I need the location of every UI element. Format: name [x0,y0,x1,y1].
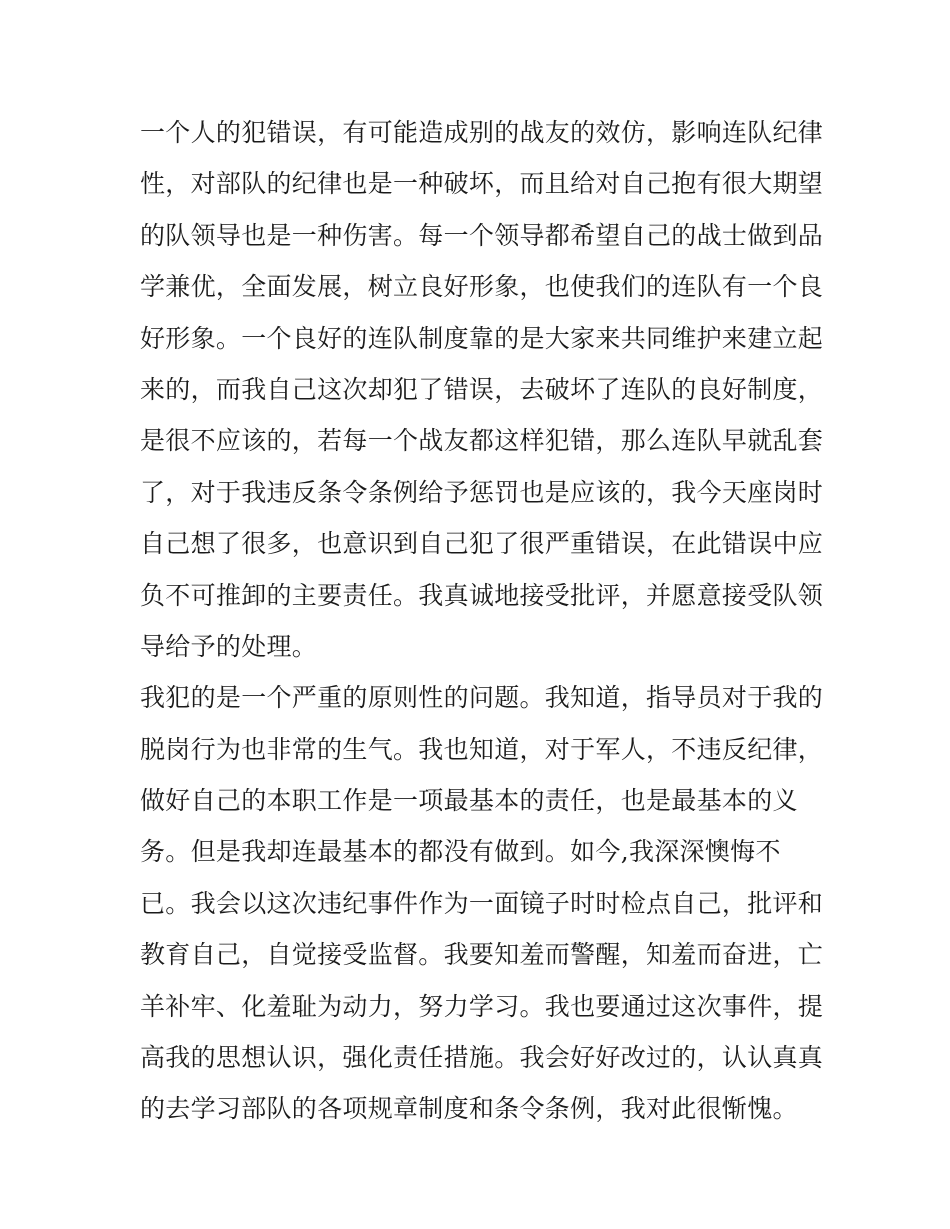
text-line: 高我的思想认识，强化责任措施。我会好好改过的，认认真真 [140,1043,824,1073]
text-line: 好形象。一个良好的连队制度靠的是大家来共同维护来建立起 [140,323,824,353]
text-line: 一个人的犯错误，有可能造成别的战友的效仿，影响连队纪律 [140,118,824,147]
text-line: 我犯的是一个严重的原则性的问题。我知道，指导员对于我的 [140,683,824,713]
text-line: 来的，而我自己这次却犯了错误，去破坏了连队的良好制度， [140,374,824,404]
text-line: 的去学习部队的各项规章制度和条令条例，我对此很惭愧。 [140,1094,798,1124]
text-line: 教育自己，自觉接受监督。我要知羞而警醒，知羞而奋进，亡 [140,940,824,970]
text-line: 已。我会以这次违纪事件作为一面镜子时时检点自己，批评和 [140,888,824,918]
text-line: 自己想了很多，也意识到自己犯了很严重错误，在此错误中应 [140,529,824,559]
text-line: 导给予的处理。 [140,631,318,661]
text-line: 羊补牢、化羞耻为动力，努力学习。我也要通过这次事件，提 [140,991,824,1021]
text-line: 学兼优，全面发展，树立良好形象，也使我们的连队有一个良 [140,272,824,302]
text-line: 了，对于我违反条令条例给予惩罚也是应该的，我今天座岗时 [140,477,824,507]
text-line: 性，对部队的纪律也是一种破坏，而且给对自己抱有很大期望 [140,169,824,199]
text-line: 做好自己的本职工作是一项最基本的责任，也是最基本的义 [140,786,798,816]
document-body [140,107,824,1135]
text-line: 脱岗行为也非常的生气。我也知道，对于军人，不违反纪律， [140,734,824,764]
text-line: 负不可推卸的主要责任。我真诚地接受批评，并愿意接受队领 [140,580,824,610]
text-line: 的队领导也是一种伤害。每一个领导都希望自己的战士做到品 [140,220,824,250]
text-line: 是很不应该的，若每一个战友都这样犯错，那么连队早就乱套 [140,426,824,456]
text-line: 务。但是我却连最基本的都没有做到。如今,我深深懊悔不 [140,837,781,867]
